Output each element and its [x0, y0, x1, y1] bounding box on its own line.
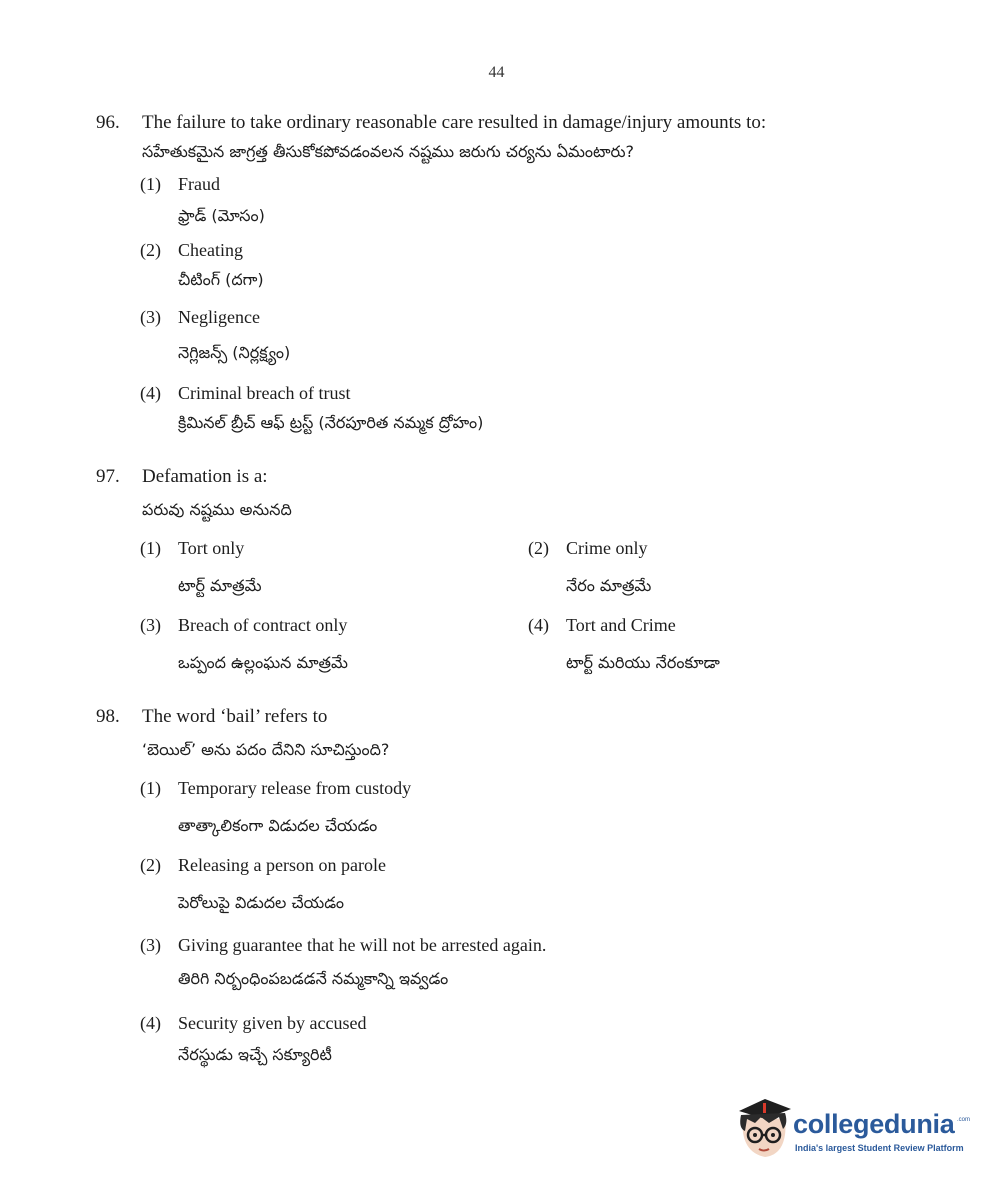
- question-number: 97.: [96, 466, 120, 487]
- option-text-en: Crime only: [566, 538, 648, 558]
- option-number: (3): [140, 615, 161, 635]
- option-text-en: Tort and Crime: [566, 615, 676, 635]
- option-number: (4): [528, 615, 549, 635]
- option-text-te: క్రిమినల్ బ్రీచ్ ఆఫ్ ట్రస్ట్ (నేరపూరిత నమ్మక ద్రోహం): [178, 413, 484, 432]
- option-number: (2): [140, 240, 161, 260]
- question-text-en: The word ‘bail’ refers to: [142, 706, 328, 727]
- option-text-te: ఒప్పంద ఉల్లంఘన మాత్రమే: [178, 653, 348, 672]
- option-text-en: Releasing a person on parole: [178, 855, 386, 875]
- question-text-en: The failure to take ordinary reasonable care resulted in damage/injury amounts to:: [142, 112, 767, 133]
- question-text-en: Defamation is a:: [142, 466, 268, 487]
- option-number: (3): [140, 307, 161, 327]
- option-number: (1): [140, 538, 161, 558]
- question-text-te: సహేతుకమైన జాగ్రత్త తీసుకోకపోవడంవలన నష్టము జరుగు చర్యను ఏమంటారు?: [142, 142, 635, 161]
- option-text-te: టార్ట్ మాత్రమే: [178, 576, 262, 595]
- option-text-te: నెగ్లిజన్స్ (నిర్లక్ష్యం): [178, 343, 291, 362]
- question-text-te: పరువు నష్టము అనునది: [142, 500, 292, 519]
- option-number: (4): [140, 383, 161, 403]
- option-text-en: Cheating: [178, 240, 243, 260]
- option-number: (2): [528, 538, 549, 558]
- option-text-en: Security given by accused: [178, 1013, 367, 1033]
- student-mascot-icon: [735, 1095, 793, 1165]
- option-text-te: ఫ్రాడ్ (మోసం): [178, 206, 265, 225]
- logo-domain-suffix: .com: [957, 1117, 971, 1123]
- option-text-te: చీటింగ్ (దగా): [178, 270, 264, 289]
- option-text-en: Giving guarantee that he will not be arrested again.: [178, 935, 547, 955]
- option-number: (4): [140, 1013, 161, 1033]
- option-text-te: తాత్కాలికంగా విడుదల చేయడం: [178, 816, 378, 835]
- option-number: (2): [140, 855, 161, 875]
- page-number: 44: [488, 64, 505, 81]
- question-text-te: ‘బెయిల్’ అను పదం దేనిని సూచిస్తుంది?: [142, 740, 390, 759]
- option-text-en: Criminal breach of trust: [178, 383, 351, 403]
- option-text-en: Temporary release from custody: [178, 778, 412, 798]
- logo-wordmark: collegedunia: [793, 1109, 955, 1139]
- option-number: (1): [140, 778, 161, 798]
- option-number: (1): [140, 174, 161, 194]
- question-number: 96.: [96, 112, 120, 133]
- option-text-en: Fraud: [178, 174, 220, 194]
- logo-tagline: India's largest Student Review Platform: [795, 1143, 964, 1153]
- question-number: 98.: [96, 706, 120, 727]
- option-text-te: నేరం మాత్రమే: [566, 576, 652, 595]
- option-text-te: టార్ట్ మరియు నేరంకూడా: [566, 653, 720, 672]
- collegedunia-logo: [735, 1095, 971, 1165]
- option-text-en: Tort only: [178, 538, 245, 558]
- option-text-en: Negligence: [178, 307, 260, 327]
- option-number: (3): [140, 935, 161, 955]
- option-text-te: తిరిగి నిర్బంధింపబడడనే నమ్మకాన్ని ఇవ్వడం: [178, 969, 449, 988]
- option-text-te: నేరస్థుడు ఇచ్చే సక్యూరిటీ: [178, 1045, 332, 1064]
- option-text-te: పెరోలుపై విడుదల చేయడం: [178, 893, 344, 912]
- option-text-en: Breach of contract only: [178, 615, 348, 635]
